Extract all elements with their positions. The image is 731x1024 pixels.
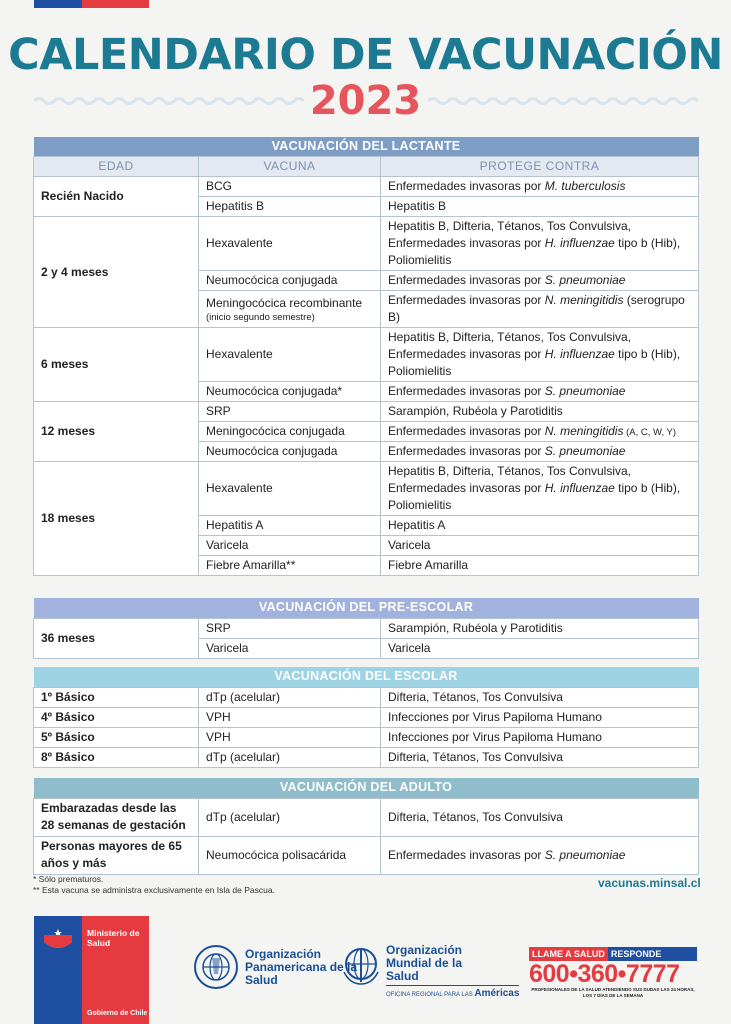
ops-logo: Organización Panamericana de la Salud xyxy=(193,944,360,990)
table-preescolar xyxy=(33,598,699,659)
age-cell: 1º Básico xyxy=(34,687,199,707)
phone-number[interactable]: 600•360•7777 xyxy=(529,960,680,988)
age-cell: 2 y 4 meses xyxy=(34,217,199,328)
protects-cell: Sarampión, Rubéola y Parotiditis xyxy=(381,618,699,638)
protects-cell: Hepatitis B, Difteria, Tétanos, Tos Convulsiva, Enfermedades invasoras por H. influenzae tipo b (Hib), Poliomielitis xyxy=(381,217,699,271)
vaccine-cell: SRP xyxy=(199,618,381,638)
page-year: 2023 xyxy=(309,78,422,124)
vaccine-cell: Meningocócica conjugada xyxy=(199,422,381,442)
protects-cell: Sarampión, Rubéola y Parotiditis xyxy=(381,402,699,422)
section-title-escolar: VACUNACIÓN DEL ESCOLAR xyxy=(34,667,699,687)
protects-cell: Hepatitis B, Difteria, Tétanos, Tos Convulsiva, Enfermedades invasoras por H. influenzae tipo b (Hib), Poliomielitis xyxy=(381,462,699,516)
age-cell: Embarazadas desde las 28 semanas de gestación xyxy=(34,798,199,836)
table-lactante xyxy=(33,137,699,576)
table-row xyxy=(34,707,699,727)
protects-cell: Hepatitis B, Difteria, Tétanos, Tos Convulsiva, Enfermedades invasoras por H. influenzae tipo b (Hib), Poliomielitis xyxy=(381,328,699,382)
flag-bar xyxy=(34,0,149,8)
protects-cell: Enfermedades invasoras por M. tuberculosis xyxy=(381,177,699,197)
protects-cell: Varicela xyxy=(381,536,699,556)
age-cell: 12 meses xyxy=(34,402,199,462)
table-row xyxy=(34,798,699,836)
protects-cell: Enfermedades invasoras por N. meningitidis (serogrupo B) xyxy=(381,291,699,328)
protects-cell: Difteria, Tétanos, Tos Convulsiva xyxy=(381,747,699,767)
section-title-adulto: VACUNACIÓN DEL ADULTO xyxy=(34,778,699,798)
vaccine-cell: Meningocócica recombinante (inicio segundo semestre) xyxy=(199,291,381,328)
table-adulto xyxy=(33,778,699,875)
vaccine-cell: Hepatitis A xyxy=(199,516,381,536)
protects-cell: Enfermedades invasoras por S. pneumoniae xyxy=(381,836,699,874)
section-title-lactante: VACUNACIÓN DEL LACTANTE xyxy=(34,137,699,157)
protects-cell: Enfermedades invasoras por N. meningitidis (A, C, W, Y) xyxy=(381,422,699,442)
vaccine-cell: Hepatitis B xyxy=(199,197,381,217)
protects-cell: Difteria, Tétanos, Tos Convulsiva xyxy=(381,798,699,836)
protects-cell: Difteria, Tétanos, Tos Convulsiva xyxy=(381,687,699,707)
vaccine-cell: BCG xyxy=(199,177,381,197)
vaccine-cell: dTp (acelular) xyxy=(199,747,381,767)
col-header-protege: PROTEGE CONTRA xyxy=(381,157,699,177)
vaccine-cell: Neumocócica conjugada* xyxy=(199,382,381,402)
page-title: CALENDARIO DE VACUNACIÓN xyxy=(8,30,723,80)
age-cell: 36 meses xyxy=(34,618,199,658)
col-header-edad: EDAD xyxy=(34,157,199,177)
footnotes xyxy=(33,874,275,896)
col-header-vacuna: VACUNA xyxy=(199,157,381,177)
protects-cell: Hepatitis A xyxy=(381,516,699,536)
protects-cell: Enfermedades invasoras por S. pneumoniae xyxy=(381,382,699,402)
oms-logo: Organización Mundial de la Salud OFICINA REGIONAL PARA LAS Américas xyxy=(340,944,519,999)
vaccine-cell: VPH xyxy=(199,727,381,747)
table-row xyxy=(34,462,699,516)
table-row xyxy=(34,328,699,382)
protects-cell: Hepatitis B xyxy=(381,197,699,217)
protects-cell: Enfermedades invasoras por S. pneumoniae xyxy=(381,271,699,291)
age-cell: 18 meses xyxy=(34,462,199,576)
protects-cell: Infecciones por Virus Papiloma Humano xyxy=(381,727,699,747)
minsal-logo: Ministerio de Salud Gobierno de Chile xyxy=(34,916,149,1024)
vaccine-cell: Fiebre Amarilla** xyxy=(199,556,381,576)
table-row xyxy=(34,402,699,422)
vaccine-cell: Neumocócica polisacárida xyxy=(199,836,381,874)
age-cell: 6 meses xyxy=(34,328,199,402)
vaccine-cell: Hexavalente xyxy=(199,328,381,382)
protects-cell: Enfermedades invasoras por S. pneumoniae xyxy=(381,442,699,462)
protects-cell: Fiebre Amarilla xyxy=(381,556,699,576)
section-title-preescolar: VACUNACIÓN DEL PRE-ESCOLAR xyxy=(34,598,699,618)
age-cell: Personas mayores de 65 años y más xyxy=(34,836,199,874)
table-row xyxy=(34,618,699,638)
footnote-1: * Sólo prematuros. xyxy=(33,874,104,884)
vaccine-cell: Neumocócica conjugada xyxy=(199,442,381,462)
table-row xyxy=(34,836,699,874)
age-cell: 8º Básico xyxy=(34,747,199,767)
table-row xyxy=(34,687,699,707)
vaccine-cell: VPH xyxy=(199,707,381,727)
age-cell: Recién Nacido xyxy=(34,177,199,217)
vaccine-cell: Hexavalente xyxy=(199,462,381,516)
age-cell: 5º Básico xyxy=(34,727,199,747)
vaccine-cell: SRP xyxy=(199,402,381,422)
table-row xyxy=(34,747,699,767)
table-row xyxy=(34,217,699,271)
website-link[interactable]: vacunas.minsal.cl xyxy=(598,876,701,890)
vaccine-cell: Neumocócica conjugada xyxy=(199,271,381,291)
table-escolar xyxy=(33,667,699,768)
protects-cell: Infecciones por Virus Papiloma Humano xyxy=(381,707,699,727)
vaccine-cell: dTp (acelular) xyxy=(199,798,381,836)
chile-crest-icon xyxy=(40,924,76,954)
age-cell: 4º Básico xyxy=(34,707,199,727)
who-emblem-icon xyxy=(340,944,382,986)
ops-globe-icon xyxy=(193,944,239,990)
table-row xyxy=(34,177,699,197)
vaccine-cell: Hexavalente xyxy=(199,217,381,271)
vaccine-cell: dTp (acelular) xyxy=(199,687,381,707)
protects-cell: Varicela xyxy=(381,638,699,658)
footnote-2: ** Esta vacuna se administra exclusivamente en Isla de Pascua. xyxy=(33,885,275,895)
column-headers xyxy=(34,157,699,177)
salud-responde-logo: LLAME A SALUD RESPONDE 600•360•7777 PROFESIONALES DE LA SALUD ATENDIENDO SUS DUDAS LAS 24 HORAS, LOS 7 DÍAS DE LA SEMANA xyxy=(529,947,697,999)
vaccine-cell: Varicela xyxy=(199,638,381,658)
table-row xyxy=(34,727,699,747)
vaccine-cell: Varicela xyxy=(199,536,381,556)
